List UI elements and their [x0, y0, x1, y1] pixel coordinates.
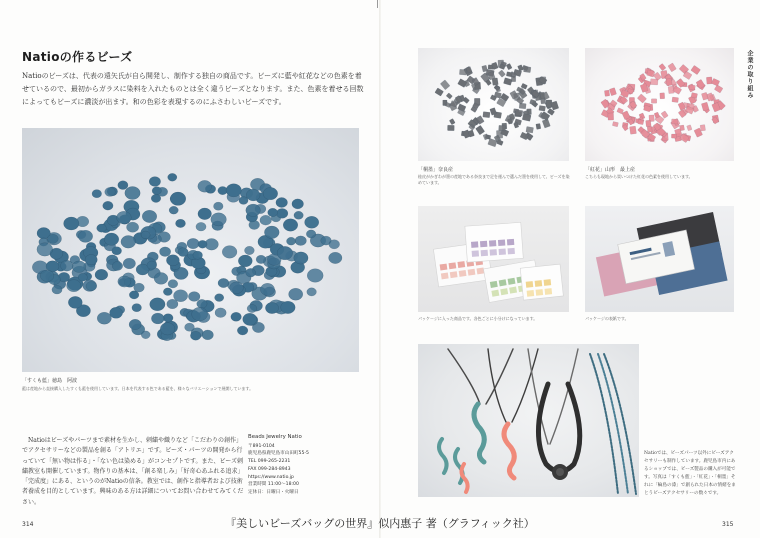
bead — [276, 209, 288, 219]
package-cover-photo — [585, 206, 734, 312]
bead — [265, 302, 278, 313]
bead — [539, 105, 546, 111]
bead — [701, 102, 709, 111]
main-photo-caption-title: 「すくも藍」徳島 阿波 — [22, 378, 78, 384]
bead — [169, 206, 178, 214]
bead — [230, 282, 244, 294]
bead — [506, 72, 512, 77]
bead — [283, 219, 298, 231]
bead — [490, 108, 497, 116]
bead — [168, 280, 178, 288]
bead — [48, 234, 59, 243]
bead — [277, 246, 293, 259]
bead — [239, 197, 248, 205]
bead — [67, 280, 81, 292]
bead — [449, 118, 455, 124]
bead — [188, 292, 200, 302]
indigo-beads-illustration — [22, 128, 359, 372]
bead — [193, 251, 203, 259]
bead — [295, 236, 306, 246]
bead — [691, 93, 698, 99]
bead — [499, 125, 506, 131]
bead — [245, 246, 255, 254]
package-cover-illustration — [585, 206, 734, 312]
bead — [536, 123, 541, 129]
bead — [446, 93, 453, 99]
bead — [287, 237, 296, 245]
bead — [163, 314, 173, 322]
bead — [691, 65, 701, 74]
bead — [142, 210, 157, 222]
bead — [149, 177, 160, 187]
shop-fax: FAX 099-284-8943 — [248, 466, 291, 472]
bead — [483, 112, 490, 118]
bead — [660, 93, 665, 99]
shop-address: 鹿児島県鹿児島市山田町55-5 — [248, 451, 309, 457]
left-page-number: 314 — [22, 521, 34, 528]
bead — [104, 233, 119, 245]
bead — [609, 88, 616, 96]
bead — [495, 86, 501, 92]
side-paragraph: Natioでは、ビーズパーツ以外にビーズアクセサリーも制作しています。鹿児島市内にあるショップでは、ビーズ製品の購入が可能です。写真は「すくも藍」・「紅花」・「桐墨」それに「輪島の漆」で創られた日本の情緒をまとうビーズアクセサリーの数々です。 — [644, 451, 736, 496]
package-cards-photo — [418, 206, 569, 312]
bead — [196, 222, 206, 231]
bead — [215, 308, 226, 318]
book-title-footer: 『美しいビーズバッグの世界』似内惠子 著（グラフィック社） — [225, 517, 535, 530]
bead — [529, 99, 536, 105]
bead — [187, 238, 199, 248]
bead — [222, 246, 237, 259]
page-gutter — [379, 0, 381, 538]
bead — [231, 312, 242, 321]
bead — [160, 323, 175, 335]
bead — [218, 278, 229, 287]
bead — [127, 222, 139, 232]
bead — [612, 121, 618, 126]
bead — [176, 219, 186, 227]
bead — [294, 211, 303, 219]
photo-d-caption: パッケージの表紙です。 — [585, 316, 629, 321]
bead — [306, 230, 316, 238]
bead — [515, 110, 523, 116]
bead — [630, 126, 637, 134]
bead — [118, 181, 128, 190]
body-paragraph: Natioはビーズやパーツまで素材を生かし、刺繍や織りなど「こだわりの創作」でアクセサリーなどの製品を創る「アトリエ」です。ビーズ・パーツの開発から行っていて「無い物は作る」・「ない色は染める」がコンセプトです。また、ビーズ刺繍教室も開催しています。物作りの基本は、「創る楽しみ」「好奇心あふれる追求」「完成度」にある、というのがNatioの信条。教室では、創作と指導者および技術者養成を目的としています。興味のある方は詳細についてお問い合わせてみてください。 — [22, 437, 244, 506]
bead — [37, 243, 53, 256]
bead — [147, 261, 157, 269]
bead — [123, 258, 135, 269]
bead — [103, 201, 113, 210]
bead — [498, 70, 505, 78]
bead — [86, 282, 97, 291]
bead — [211, 213, 227, 226]
bead — [604, 90, 609, 96]
bead — [608, 113, 614, 120]
shop-postal: 〒891-0104 — [248, 443, 275, 449]
bead — [110, 307, 123, 318]
bead — [276, 198, 288, 208]
bead — [125, 187, 140, 200]
bead — [503, 78, 512, 86]
photo-a-caption-title: 「桐墨」奈良産 — [418, 167, 454, 173]
bead — [526, 126, 534, 133]
bead — [435, 88, 444, 96]
shop-closed: 定休日：日曜日・火曜日 — [248, 489, 299, 495]
right-page-number: 315 — [722, 521, 734, 528]
bead — [197, 299, 207, 308]
bead — [671, 119, 677, 124]
shop-name: Beads Jewelry Natio — [248, 434, 302, 440]
bead — [650, 79, 658, 85]
accessories-photo — [418, 344, 639, 497]
bead — [475, 125, 484, 135]
bead — [647, 126, 652, 132]
bead — [689, 85, 695, 90]
bead — [260, 283, 274, 295]
bead — [202, 330, 213, 340]
shop-tel: TEL 099-265-2231 — [248, 459, 291, 465]
bead — [668, 63, 677, 72]
bead — [671, 134, 676, 138]
bead — [192, 307, 208, 321]
bead — [459, 69, 466, 75]
photo-b-caption-text: こちらも現地から買いつけた紅花の色素を使用しています。 — [585, 174, 693, 179]
bead — [198, 208, 212, 220]
photo-a-caption-text: 桂皮がかぎわが墨の産地である奈良まで足を運んで選んだ墨を使用して、ビーズを染めています。 — [418, 174, 570, 185]
bead — [129, 319, 141, 329]
bead — [238, 255, 252, 267]
bead — [700, 124, 706, 131]
bead — [121, 236, 136, 249]
bead — [132, 304, 142, 312]
bead — [247, 304, 257, 312]
bead — [651, 99, 657, 103]
bead — [701, 92, 708, 100]
bead — [679, 125, 684, 131]
bead — [281, 301, 296, 313]
bead — [307, 288, 317, 296]
bead — [263, 187, 278, 199]
bead — [170, 192, 186, 205]
bead — [268, 208, 278, 216]
bead — [666, 78, 672, 85]
bead — [307, 269, 323, 283]
bead — [134, 283, 145, 292]
bead — [246, 189, 260, 201]
bead — [243, 313, 257, 325]
bead — [95, 269, 108, 280]
bead — [92, 190, 102, 198]
bead — [654, 112, 660, 118]
safflower-beads-illustration — [585, 48, 734, 161]
bead — [447, 125, 454, 131]
lead-paragraph: Natioのビーズは、代表の遠矢氏が自ら開発し、制作する独自の商品です。ビーズに藍や紅花などの色素を着せているので、最初からガラスに染料を入れたものとは全く違うビーズとなります。また、色素を着せる回数によってもビーズに濃淡が出ます。和の色彩を表現するのにふさわしいビーズです。 — [22, 72, 364, 107]
bead — [687, 125, 693, 131]
safflower-beads-photo — [585, 48, 734, 161]
bead — [78, 230, 92, 242]
bead — [168, 173, 177, 181]
bead — [167, 299, 178, 309]
bead — [118, 276, 131, 287]
bead — [68, 296, 82, 308]
gutter-tick — [377, 0, 378, 8]
bead — [506, 63, 512, 70]
bead — [150, 298, 165, 311]
bead — [646, 120, 652, 127]
charcoal-beads-photo — [418, 48, 569, 161]
bead — [97, 312, 111, 324]
side-heading: 企業の取り組み — [746, 50, 753, 99]
bead — [112, 247, 122, 255]
bead — [440, 80, 450, 90]
bead — [97, 224, 107, 232]
shop-url: https://www.natio.jp — [248, 474, 294, 480]
bead — [215, 294, 224, 302]
bead — [659, 63, 666, 70]
bead — [151, 313, 164, 324]
bead — [151, 194, 161, 202]
bead — [551, 101, 559, 110]
bead — [226, 184, 241, 197]
shop-info — [248, 434, 358, 497]
bead — [152, 187, 161, 195]
bead — [160, 247, 171, 257]
bead — [292, 199, 304, 209]
bead — [105, 187, 116, 196]
bead — [329, 252, 342, 263]
bead — [154, 273, 168, 285]
bead — [85, 255, 97, 265]
bead — [260, 215, 272, 225]
bead — [264, 226, 279, 239]
bead — [178, 248, 188, 257]
bead — [61, 260, 74, 271]
bead — [141, 231, 150, 239]
bead — [214, 202, 224, 210]
package-cards-illustration — [418, 206, 569, 312]
bead — [294, 252, 308, 264]
bead — [511, 76, 516, 82]
main-photo-caption-text: 藍は産地から直接購入したすくも藍を使用しています。日本を代表する色である藍を、様々なバリエーションで展開しています。 — [22, 386, 254, 391]
bead — [185, 323, 195, 331]
bead — [482, 65, 488, 72]
bead — [112, 262, 123, 271]
charcoal-beads-illustration — [418, 48, 569, 161]
shop-hours: 営業時間 11:00～18:00 — [248, 482, 299, 488]
bead — [305, 216, 319, 228]
bead — [329, 240, 340, 249]
bead — [141, 331, 150, 339]
photo-c-caption: パッケージに入った商品です。各色ごとに小分けになっています。 — [418, 316, 538, 321]
bead — [78, 273, 87, 281]
page-title: Natioの作るビーズ — [22, 50, 133, 64]
bead — [246, 268, 256, 277]
bead — [637, 94, 646, 103]
bead — [72, 261, 86, 273]
photo-b-caption-title: 「紅花」山形 最上産 — [585, 167, 636, 173]
bead — [166, 255, 179, 266]
bead — [198, 240, 207, 248]
bead — [117, 211, 132, 224]
bead — [40, 270, 54, 282]
bead — [246, 204, 261, 216]
bead — [163, 288, 172, 296]
bead — [638, 119, 644, 124]
bead — [190, 331, 201, 340]
bead — [672, 97, 679, 103]
bead — [237, 326, 248, 335]
bead — [256, 255, 266, 263]
bead — [64, 217, 79, 230]
bead — [711, 78, 719, 86]
bead — [52, 285, 62, 294]
indigo-beads-photo — [22, 128, 359, 372]
bead — [289, 288, 303, 300]
accessories-illustration — [418, 344, 639, 497]
bead — [198, 180, 212, 192]
bead — [714, 85, 723, 93]
